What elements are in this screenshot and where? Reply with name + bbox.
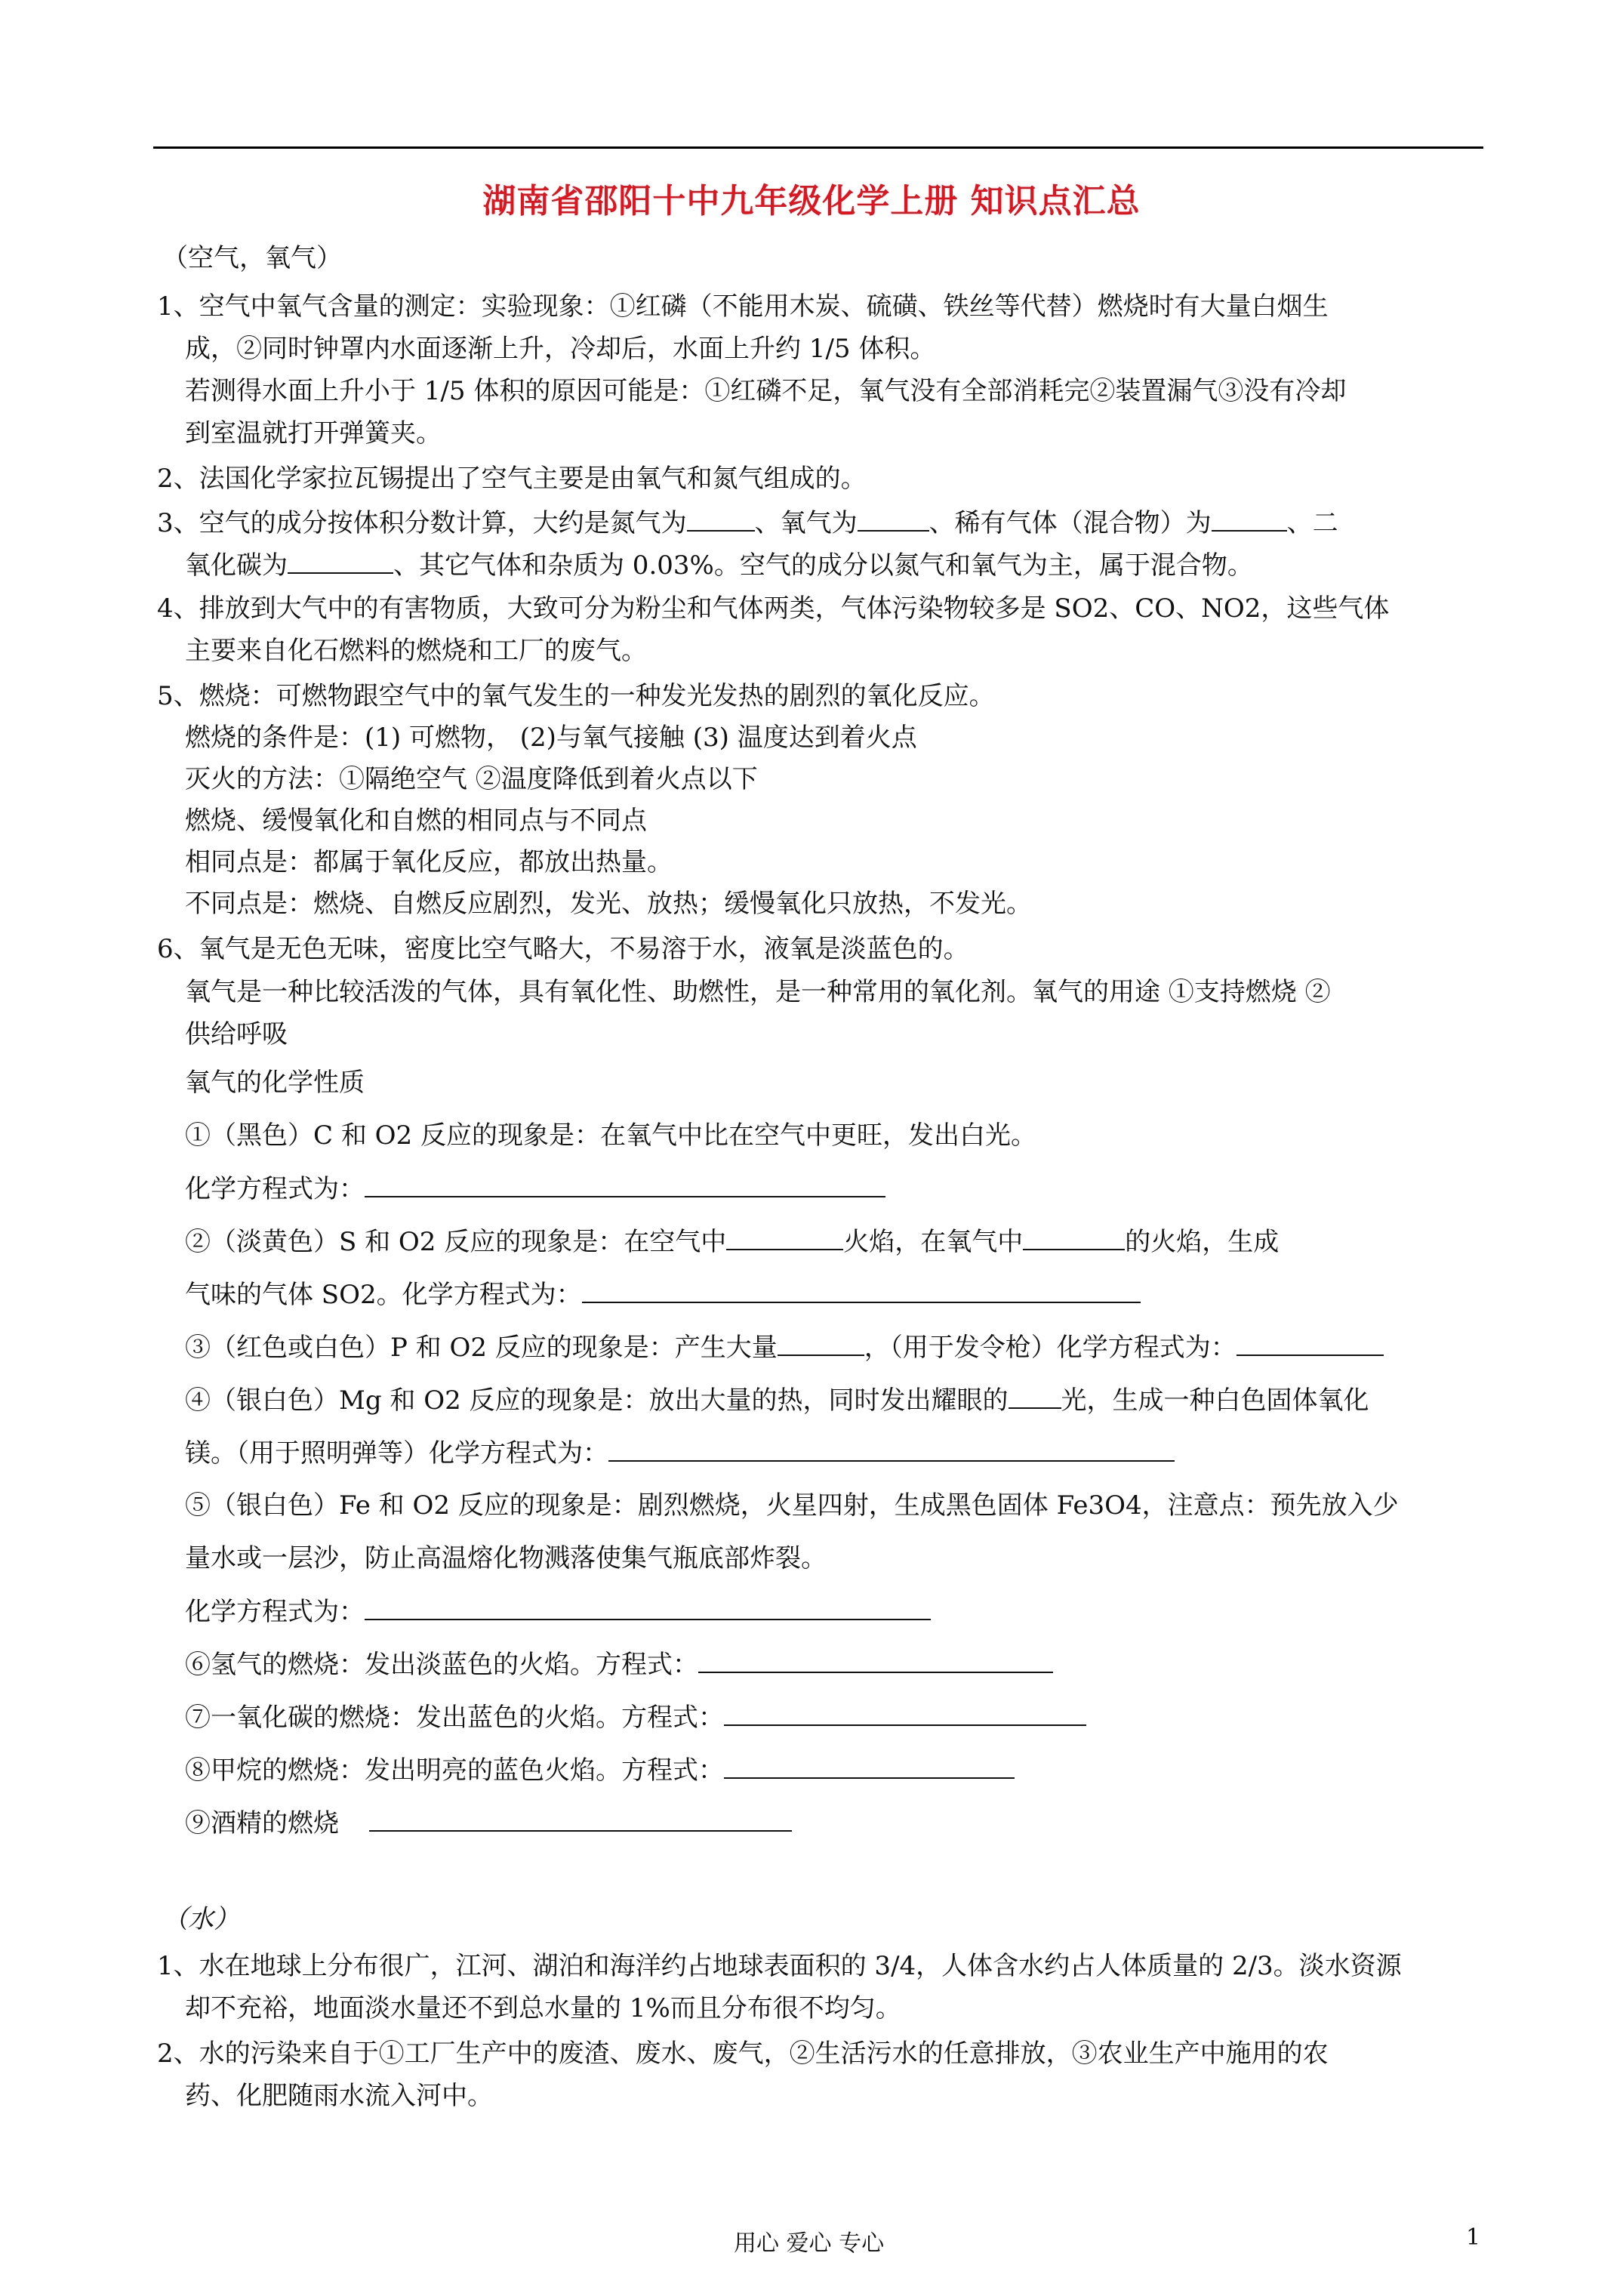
text-segment: ，（用于发令枪）化学方程式为： — [864, 1333, 1236, 1363]
text-segment: 火焰，在氧气中 — [843, 1227, 1024, 1257]
text-line: 2、水的污染来自于①工厂生产中的废渣、废水、废气，②生活污水的任意排放，③农业生产中施用的农 — [157, 2039, 1329, 2069]
page-title: 湖南省邵阳十中九年级化学上册 知识点汇总 — [482, 182, 1141, 220]
footer-motto: 用心 爱心 专心 — [734, 2230, 885, 2257]
text-segment: 、氧气为 — [754, 508, 858, 538]
fill-in-line — [185, 1700, 1086, 1734]
text-line: 2、法国化学家拉瓦锡提出了空气主要是由氧气和氮气组成的。 — [157, 464, 867, 494]
text-line: 5、燃烧：可燃物跟空气中的氧气发生的一种发光发热的剧烈的氧化反应。 — [157, 681, 995, 711]
answer-blank[interactable] — [365, 1595, 931, 1620]
text-segment: 氧化碳为 — [185, 550, 288, 581]
text-line: 药、化肥随雨水流入河中。 — [185, 2081, 493, 2111]
answer-blank[interactable] — [1236, 1330, 1384, 1356]
fill-in-line — [185, 548, 1253, 582]
text-segment: 化学方程式为： — [185, 1174, 365, 1204]
header-rule — [153, 146, 1483, 149]
answer-blank[interactable] — [582, 1277, 1141, 1303]
answer-blank[interactable] — [726, 1225, 843, 1250]
fill-in-line — [185, 1753, 1015, 1787]
text-line: 若测得水面上升小于 1/5 体积的原因可能是：①红磷不足，氧气没有全部消耗完②装置漏气③没有冷却 — [185, 376, 1347, 406]
answer-blank[interactable] — [1009, 1383, 1061, 1409]
text-line: 燃烧、缓慢氧化和自燃的相同点与不同点 — [185, 806, 647, 836]
fill-in-line — [185, 1436, 1175, 1470]
fill-in-line — [185, 1383, 1369, 1417]
answer-blank[interactable] — [724, 1700, 1086, 1726]
text-line: 灭火的方法：①隔绝空气 ②温度降低到着火点以下 — [185, 764, 758, 794]
section-heading-air: （空气，氧气） — [162, 243, 342, 273]
fill-in-line — [185, 1172, 885, 1206]
answer-blank[interactable] — [288, 548, 393, 574]
text-segment: 、其它气体和杂质为 0.03%。空气的成分以氮气和氧气为主，属于混合物。 — [393, 550, 1253, 581]
page-number: 1 — [1466, 2224, 1481, 2251]
answer-blank[interactable] — [698, 1647, 1053, 1673]
text-line: 却不充裕，地面淡水量还不到总水量的 1%而且分布很不均匀。 — [185, 1993, 901, 2023]
text-segment: 光，生成一种白色固体氧化 — [1061, 1385, 1369, 1416]
text-segment: 气味的气体 SO2。化学方程式为： — [185, 1280, 582, 1310]
text-line: ①（黑色）C 和 O2 反应的现象是：在氧气中比在空气中更旺，发出白光。 — [185, 1120, 1036, 1151]
fill-in-line — [157, 506, 1338, 540]
fill-in-line — [185, 1806, 792, 1840]
fill-in-line — [185, 1330, 1384, 1364]
answer-blank[interactable] — [608, 1436, 1175, 1462]
text-line: 燃烧的条件是：(1) 可燃物， (2)与氧气接触 (3) 温度达到着火点 — [185, 723, 917, 753]
text-segment: 镁。（用于照明弹等）化学方程式为： — [185, 1438, 608, 1469]
answer-blank[interactable] — [369, 1806, 792, 1832]
text-segment: ②（淡黄色）S 和 O2 反应的现象是：在空气中 — [185, 1227, 727, 1257]
answer-blank[interactable] — [858, 506, 929, 532]
text-line: 1、水在地球上分布很广，江河、湖泊和海洋约占地球表面积的 3/4，人体含水约占人体质量的 2/3。淡水资源 — [157, 1951, 1402, 1981]
text-segment: ④（银白色）Mg 和 O2 反应的现象是：放出大量的热，同时发出耀眼的 — [185, 1385, 1009, 1416]
answer-blank[interactable] — [1212, 506, 1287, 532]
answer-blank[interactable] — [724, 1753, 1015, 1779]
text-segment: 的火焰，生成 — [1125, 1227, 1280, 1257]
text-line: 6、氧气是无色无味，密度比空气略大，不易溶于水，液氧是淡蓝色的。 — [157, 934, 969, 964]
text-line: 主要来自化石燃料的燃烧和工厂的废气。 — [185, 636, 647, 666]
answer-blank[interactable] — [1023, 1225, 1125, 1250]
text-segment: 、二 — [1286, 508, 1338, 538]
text-segment: ⑨酒精的燃烧 — [185, 1808, 339, 1838]
text-line: 成，②同时钟罩内水面逐渐上升，冷却后，水面上升约 1/5 体积。 — [185, 334, 936, 364]
fill-in-line — [185, 1595, 931, 1629]
fill-in-line — [185, 1647, 1053, 1681]
answer-blank[interactable] — [778, 1330, 864, 1356]
text-segment: ③（红色或白色）P 和 O2 反应的现象是：产生大量 — [185, 1333, 778, 1363]
text-segment: ⑥氢气的燃烧：发出淡蓝色的火焰。方程式： — [185, 1650, 698, 1680]
text-line: 氧气是一种比较活泼的气体，具有氧化性、助燃性，是一种常用的氧化剂。氧气的用途 ①支持燃烧 ② — [185, 977, 1331, 1007]
fill-in-line — [185, 1225, 1279, 1259]
answer-blank[interactable] — [687, 506, 755, 532]
text-line: 到室温就打开弹簧夹。 — [185, 418, 442, 448]
text-line: 氧气的化学性质 — [185, 1068, 365, 1098]
text-segment: 3、空气的成分按体积分数计算，大约是氮气为 — [157, 508, 687, 538]
text-segment: ⑦一氧化碳的燃烧：发出蓝色的火焰。方程式： — [185, 1703, 724, 1733]
text-line: 供给呼吸 — [185, 1019, 288, 1049]
text-line: 相同点是：都属于氧化反应，都放出热量。 — [185, 847, 673, 877]
text-line: 不同点是：燃烧、自燃反应剧烈，发光、放热；缓慢氧化只放热，不发光。 — [185, 889, 1032, 919]
text-line: 量水或一层沙，防止高温熔化物溅落使集气瓶底部炸裂。 — [185, 1543, 827, 1573]
text-line: 4、排放到大气中的有害物质，大致可分为粉尘和气体两类，气体污染物较多是 SO2、CO、NO2，这些气体 — [157, 593, 1390, 624]
text-line: 1、空气中氧气含量的测定：实验现象：①红磷（不能用木炭、硫磺、铁丝等代替）燃烧时有大量白烟生 — [157, 291, 1329, 322]
text-line: ⑤（银白色）Fe 和 O2 反应的现象是：剧烈燃烧，火星四射，生成黑色固体 Fe3O4，注意点：预先放入少 — [185, 1490, 1399, 1521]
section-heading-water: （水） — [162, 1904, 239, 1934]
answer-blank[interactable] — [365, 1172, 885, 1197]
text-segment: 化学方程式为： — [185, 1597, 365, 1627]
text-segment: 、稀有气体（混合物）为 — [929, 508, 1212, 538]
fill-in-line — [185, 1277, 1141, 1311]
text-segment: ⑧甲烷的燃烧：发出明亮的蓝色火焰。方程式： — [185, 1755, 724, 1786]
